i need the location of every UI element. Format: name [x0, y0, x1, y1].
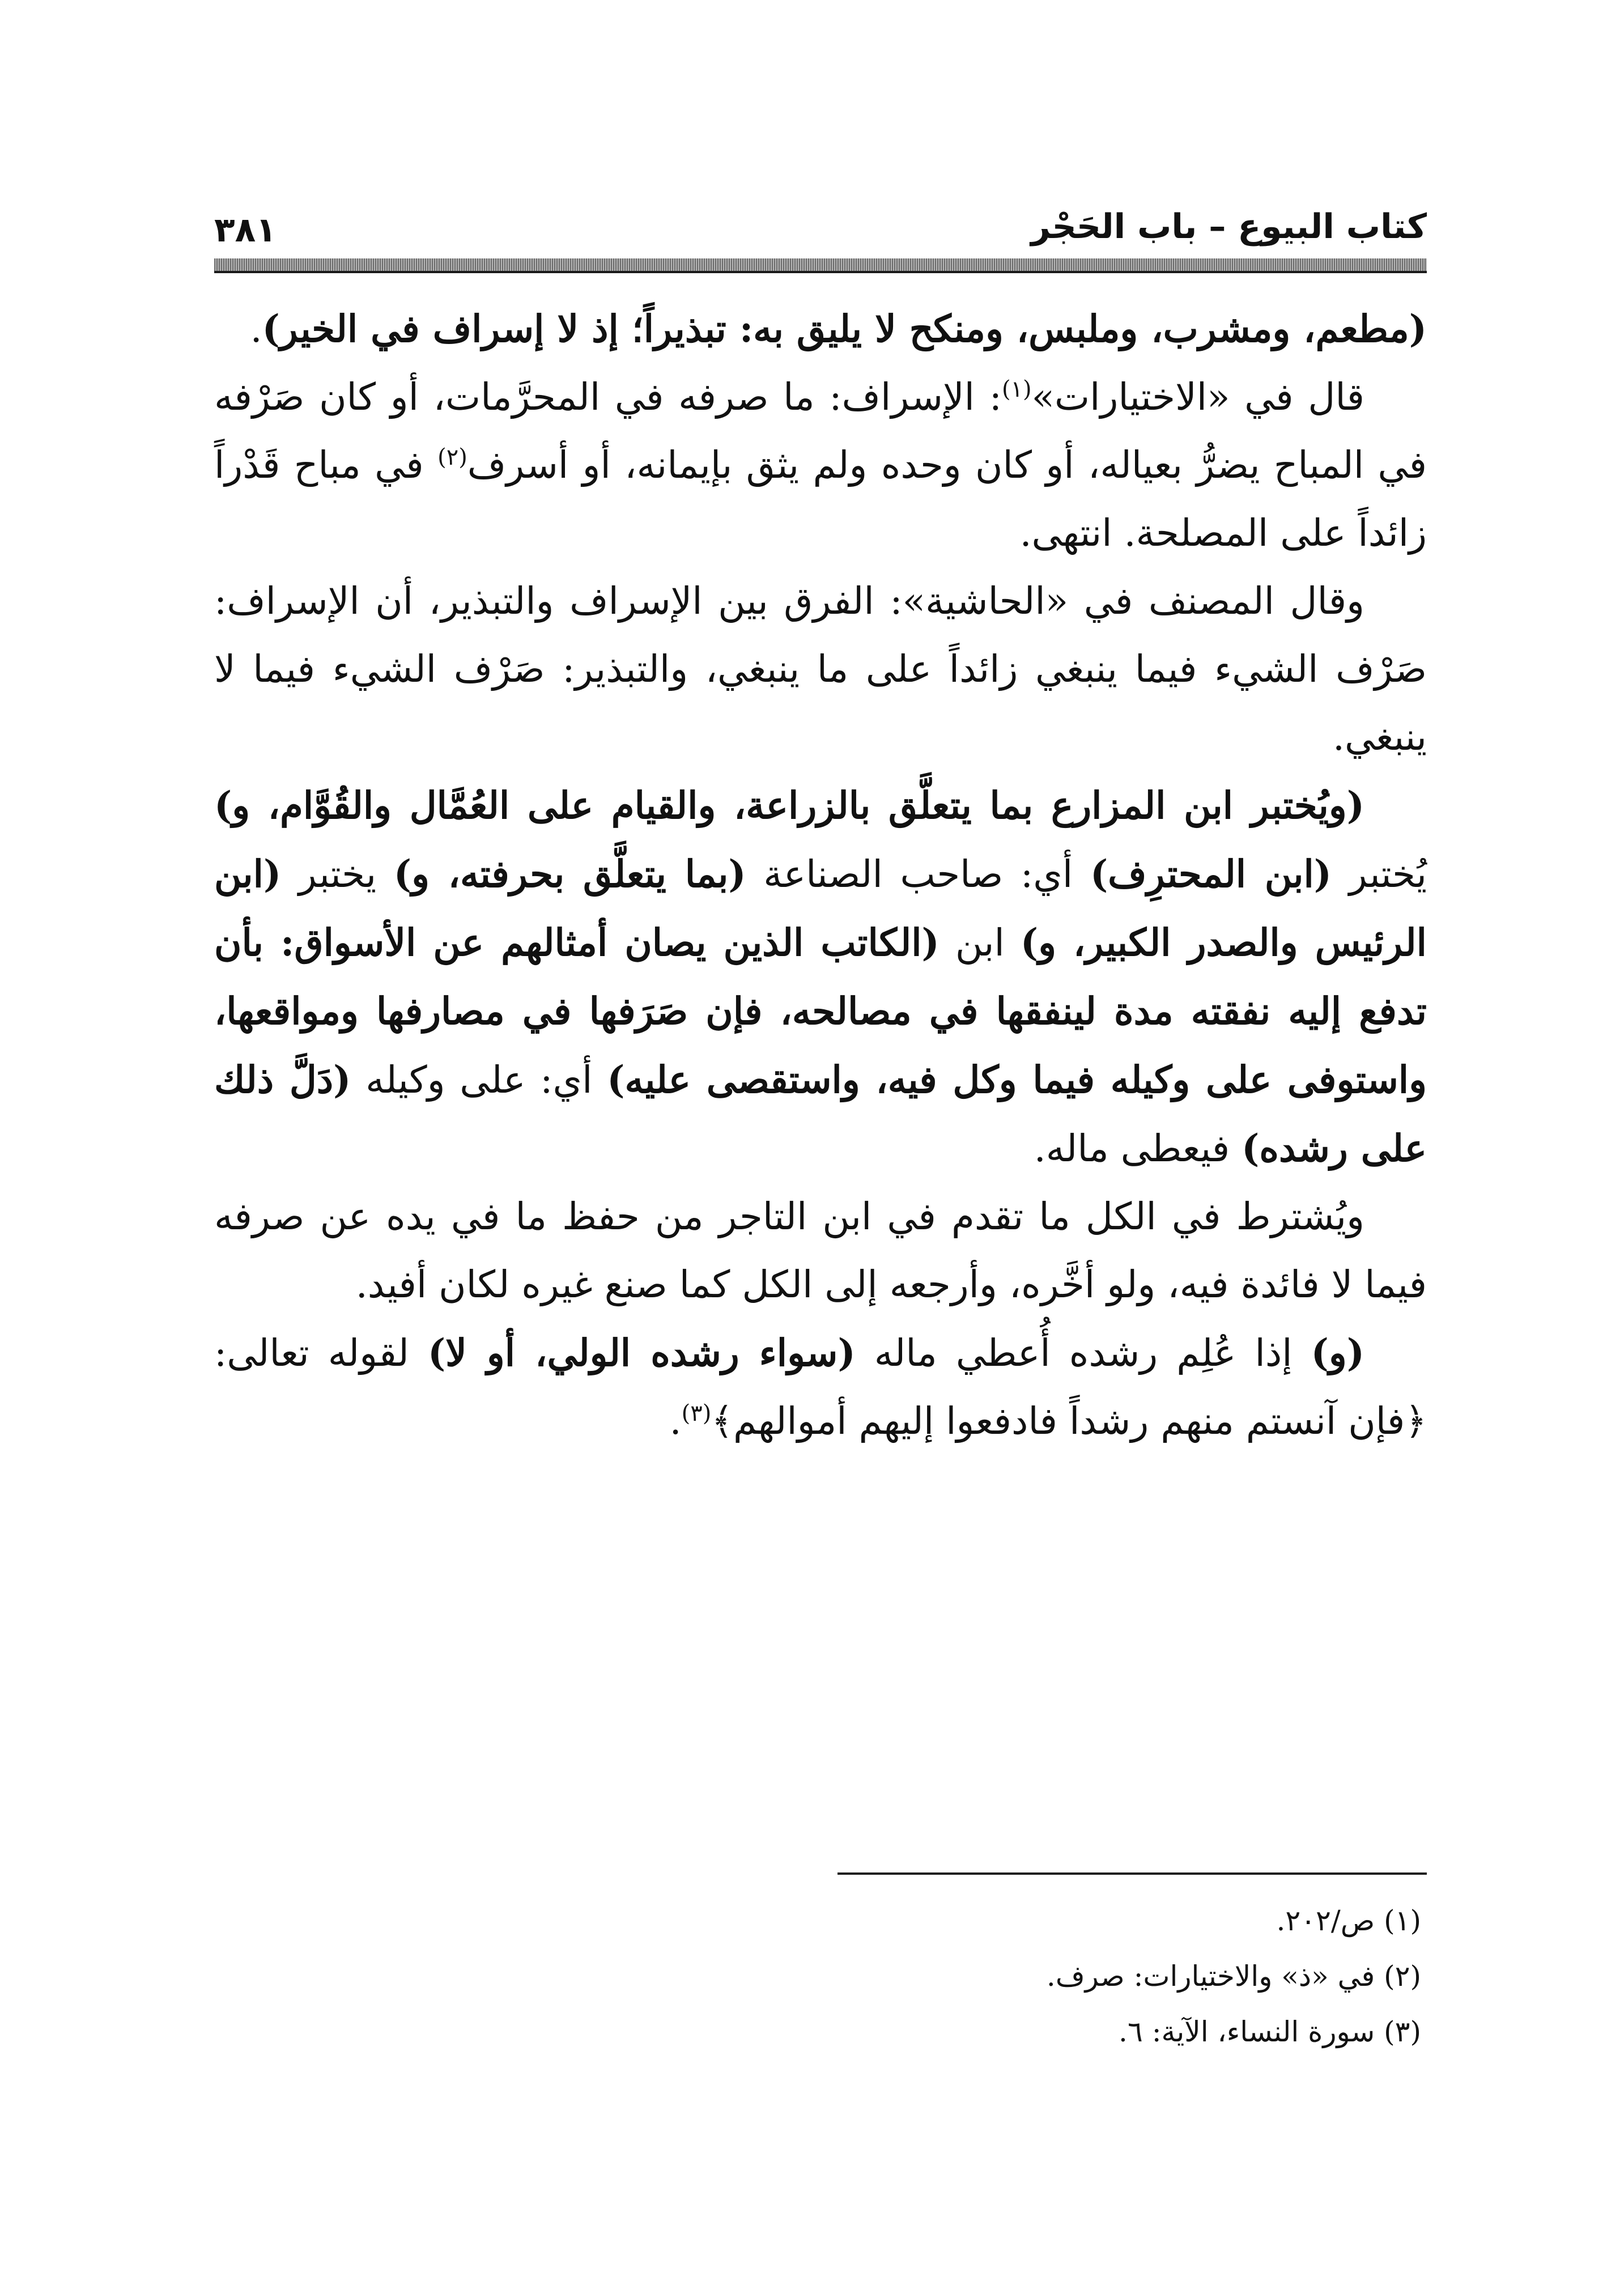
- text-span: ويُشترط في الكل ما تقدم في ابن التاجر من حفظ ما في يده عن صرفه فيما لا فائدة فيه، ولو أخَّره، وأرجعه إلى الكل كما صنع غيره لكان أفيد.: [214, 1195, 1427, 1306]
- text-span: (ابن المحترِف): [1090, 852, 1332, 896]
- text-span: (مطعم، ومشرب، وملبس، ومنكح لا يليق به: تبذيراً؛ إذ لا إسراف في الخير): [262, 307, 1427, 351]
- text-span: (و): [1311, 1331, 1364, 1375]
- text-span: قال في «الاختيارات»: [1031, 375, 1365, 419]
- text-span: في مباح قَدْراً زائداً على المصلحة. انتهى.: [214, 443, 1427, 555]
- paragraph-6: [214, 1319, 1427, 1455]
- footnote-3: (٣) سورة النساء، الآية: ٦.: [1119, 2015, 1421, 2048]
- footnotes: [214, 1893, 1427, 2060]
- chapter-title: كتاب البيوع – باب الحَجْر: [1031, 207, 1427, 247]
- paragraph-5: [214, 1183, 1427, 1319]
- text-span: (سواء رشده الولي، أو لا): [427, 1331, 856, 1375]
- paragraph-3: [214, 567, 1427, 771]
- text-span: إذا عُلِم رشده أُعطي ماله: [855, 1331, 1311, 1375]
- text-span: فيعطى ماله.: [1034, 1127, 1242, 1170]
- text-span: (ابن الرئيس والصدر الكبير، و): [214, 852, 1427, 965]
- paragraph-4: [214, 771, 1427, 1183]
- text-span: (الكاتب الذين يصان أمثالهم عن الأسواق: بأن تدفع إليه نفقته مدة لينفقها في مصالحه، فإن صَرَفها في مصارفها ومواقعها، واستوفى على وكيله فيما وكل فيه، واستقصى عليه): [214, 920, 1427, 1102]
- text-span: وقال المصنف في «الحاشية»: الفرق بين الإسراف والتبذير، أن الإسراف: صَرْف الشيء فيما ينبغي زائداً على ما ينبغي، والتبذير: صَرْف الشيء فيما لا ينبغي.: [214, 579, 1427, 759]
- main-text: [214, 295, 1427, 1455]
- text-span: يُختبر: [1332, 852, 1427, 896]
- text-span: (دَلَّ ذلك على رشده): [214, 1058, 1427, 1170]
- text-span: : الإسراف: ما صرفه في المحرَّمات، أو كان صَرْفه في المباح يضرُّ بعياله، أو كان وحده ولم يثق بإيمانه، أو أسرف: [214, 375, 1427, 487]
- footnote-ref: (٢): [437, 444, 467, 470]
- text-span: ابن: [939, 921, 1021, 965]
- footnote-ref: (١): [1001, 376, 1032, 402]
- text-span: أي: صاحب الصناعة: [746, 852, 1090, 896]
- paragraph-1: [214, 295, 1427, 363]
- text-span: لقوله تعالى: ﴿فإن آنستم منهم رشداً فادفعوا إليهم أموالهم﴾: [214, 1331, 1427, 1443]
- text-span: أي: على وكيله: [351, 1058, 607, 1102]
- footnote-divider: [837, 1872, 1427, 1875]
- page-header: [214, 204, 1427, 249]
- footnote-ref: (٣): [681, 1400, 712, 1426]
- footnote-1: (١) ص/٢٠٢.: [1276, 1904, 1421, 1937]
- text-span: (ويُختبر ابن المزارع بما يتعلَّق بالزراعة، والقيام على العُمَّال والقُوَّام، و): [214, 783, 1364, 827]
- text-span: (بما يتعلَّق بحرفته، و): [393, 852, 746, 896]
- text-span: .: [250, 307, 262, 351]
- header-rule: [214, 258, 1427, 273]
- text-span: يختبر: [281, 852, 394, 896]
- paragraph-2: [214, 363, 1427, 567]
- footnote-2: (٢) في «ذ» والاختيارات: صرف.: [1046, 1960, 1421, 1993]
- text-span: .: [669, 1399, 682, 1443]
- page-number: ٣٨١: [214, 210, 277, 250]
